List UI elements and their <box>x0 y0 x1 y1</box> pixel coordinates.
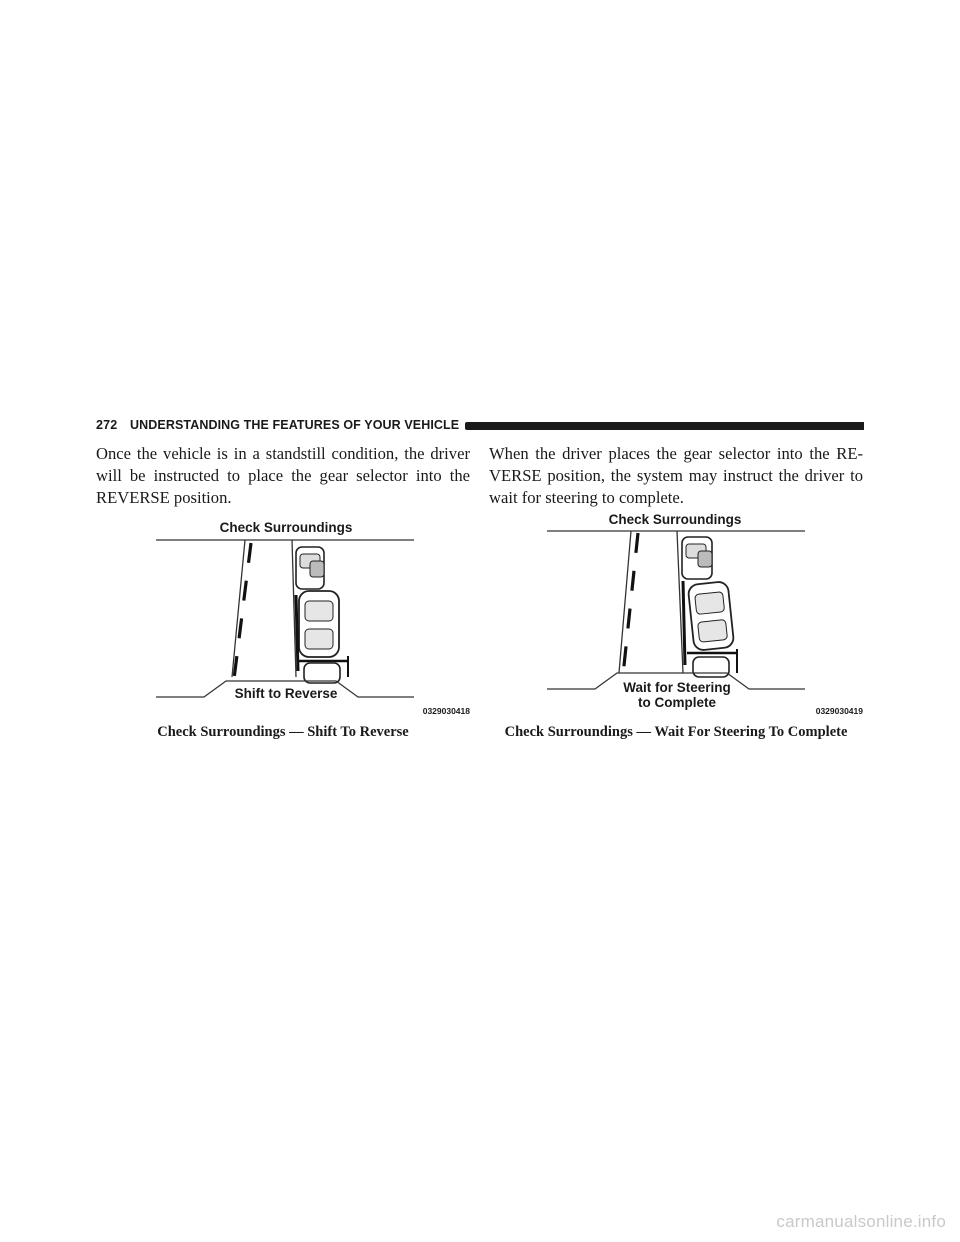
figure-top-label: Check Surroundings <box>219 520 353 535</box>
figure-caption: Check Surroundings — Shift To Reverse <box>157 724 409 740</box>
figure-caption: Check Surroundings — Wait For Steering To Complete <box>504 724 848 740</box>
page-number: 272 <box>96 418 118 432</box>
header-rule-bar <box>465 422 864 430</box>
section-title: UNDERSTANDING THE FEATURES OF YOUR VEHICLE <box>130 418 460 432</box>
figure-bottom-label-line1: Wait for Steering <box>623 680 731 695</box>
parked-car-rear <box>304 663 340 683</box>
figure-wait-for-steering <box>489 511 863 721</box>
parking-display-illustration <box>96 511 470 721</box>
figure-bottom-label: Shift to Reverse <box>234 686 338 701</box>
parked-car-rear <box>693 657 729 677</box>
left-paragraph: Once the vehicle is in a standstill condition, the driver will be instructed to place the gear selector into the REVERSE position. <box>96 444 470 507</box>
figure-id: 0329030418 <box>422 706 470 716</box>
figure-id: 0329030419 <box>815 706 863 716</box>
figure-bottom-label-line2: to Complete <box>637 695 717 710</box>
lane-edge-left <box>232 540 245 677</box>
parking-display-illustration <box>489 511 863 721</box>
right-paragraph: When the driver places the gear selector into the RE-VERSE position, the system may instruct the driver to wait for steering to complete. <box>489 444 863 507</box>
watermark-link[interactable]: carmanualsonline.info <box>776 1212 946 1231</box>
figure-top-label: Check Surroundings <box>608 512 742 527</box>
page-header <box>96 416 864 436</box>
figure-shift-to-reverse <box>96 511 470 721</box>
